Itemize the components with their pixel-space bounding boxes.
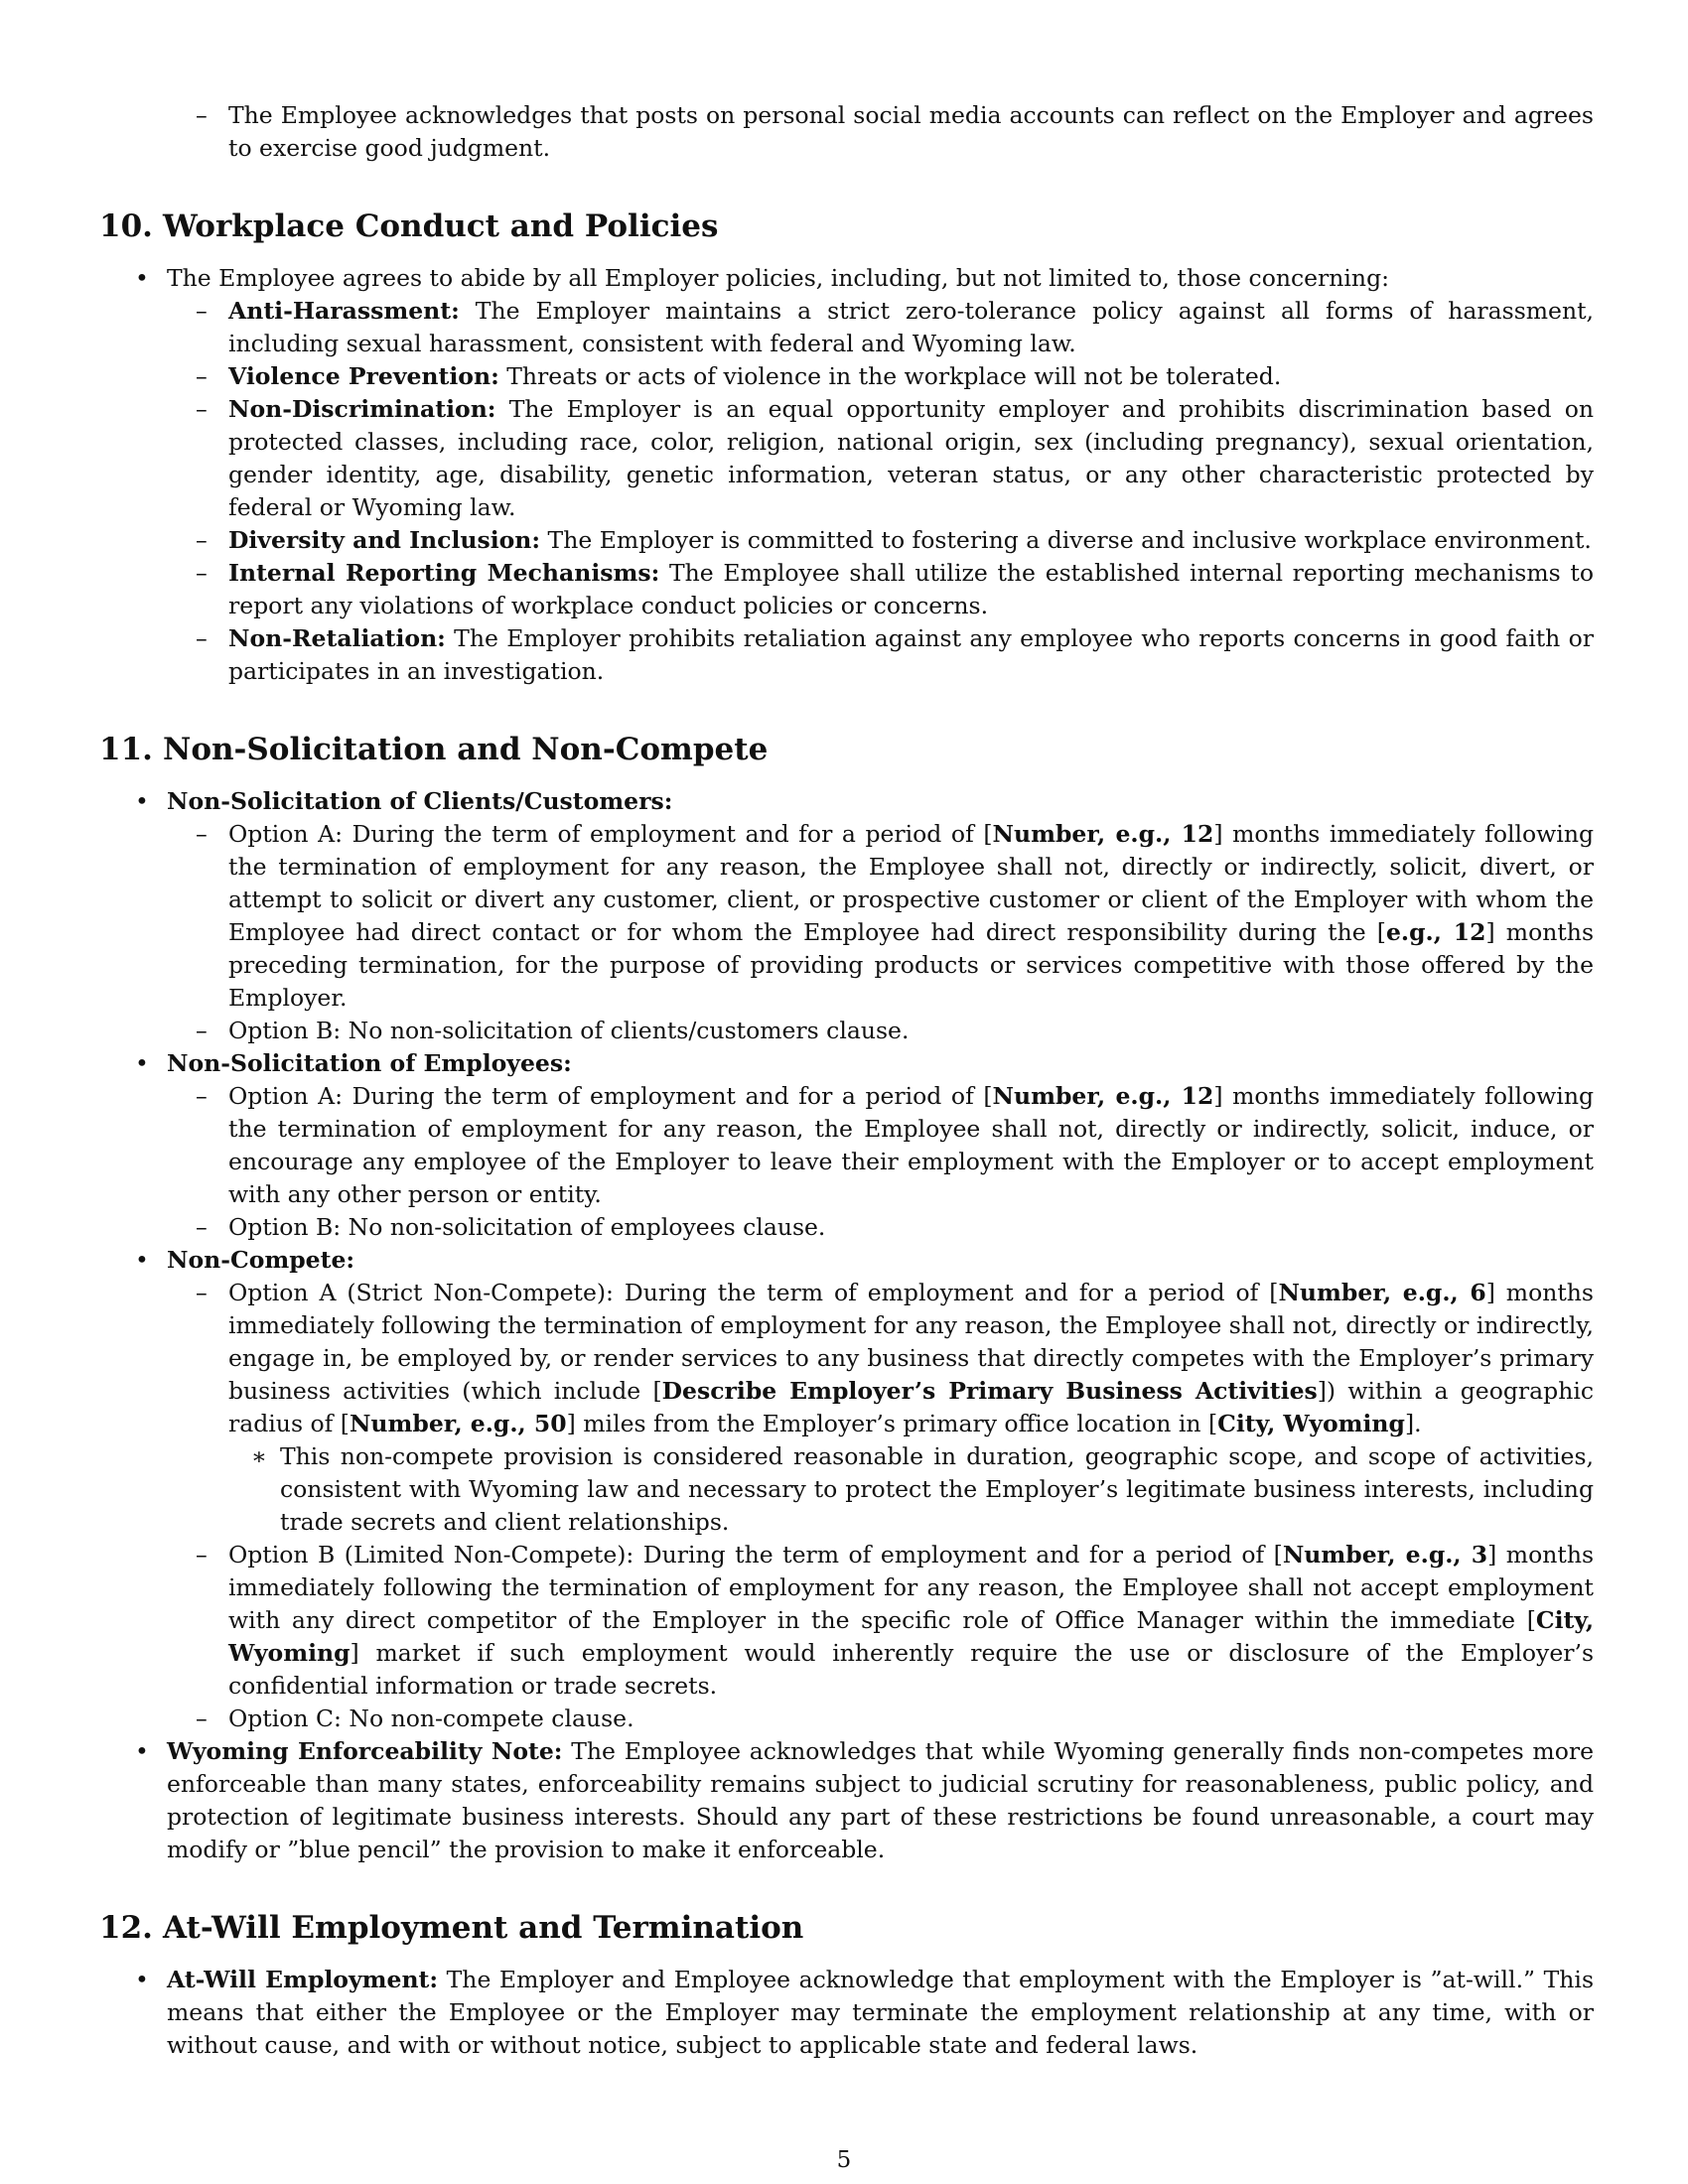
text-run: Option A: During the term of employment and for a period of [ (228, 820, 993, 848)
text-run: ] months immediately following the termination of employment for any reason, the Employee shall not, directly or indirectly, engage in, be employed by, or render services to any business that directly competes with the Employer’s primary business activities (which include [ (228, 1279, 1594, 1405)
section-title: Workplace Conduct and Policies (163, 208, 719, 244)
dash-marker: – (196, 1082, 208, 1110)
list-item (99, 1964, 1594, 2062)
text-run: ] months immediately following the termination of employment for any reason, the Employee shall not, directly or indirectly, solicit, divert, or attempt to solicit or divert any customer, client, or prospective customer or client of the Employer with whom the Employee had direct contact or for whom the Employee had direct responsibility during the [ (228, 820, 1594, 946)
text-run: This non-compete provision is considered reasonable in duration, geographic scope, and scope of activities, consistent with Wyoming law and necessary to protect the Employer’s legitimate business interests, including trade secrets and client relationships. (280, 1442, 1594, 1536)
bullet-marker: • (135, 1737, 149, 1765)
text-run: Option A: During the term of employment and for a period of [ (228, 1082, 993, 1110)
item-text: The Employee shall utilize the established internal reporting mechanisms to report any violations of workplace conduct policies or concerns. (228, 559, 1594, 619)
section-number: 12. (99, 1910, 153, 1946)
list-item (99, 1440, 1594, 1539)
text-run: ] months immediately following the termination of employment for any reason, the Employee shall not, directly or indirectly, solicit, induce, or encourage any employee of the Employer to leave their employment with the Employer or to accept employment with any other person or entity. (228, 1082, 1594, 1208)
section-number: 10. (99, 208, 153, 244)
list-item (99, 557, 1594, 622)
section-number: 11. (99, 732, 153, 767)
text-run: ] months immediately following the termination of employment for any reason, the Employee shall not accept employment with any direct competitor of the Employer in the specific role of Office Manager within the immediate [ (228, 1541, 1595, 1634)
list-item (99, 1015, 1594, 1047)
dash-marker: – (196, 1279, 208, 1306)
bullet-marker: • (135, 787, 149, 815)
text-run: Option A (Strict Non-Compete): During the term of employment and for a period of [ (228, 1279, 1279, 1306)
item-text: The Employer is committed to fostering a diverse and inclusive workplace environment. (540, 526, 1592, 554)
item-label: Diversity and Inclusion: (228, 526, 541, 554)
document-page (99, 99, 1594, 2062)
dash-marker: – (196, 362, 208, 390)
dash-marker: – (196, 820, 208, 848)
list-item (99, 1047, 1594, 1080)
dash-marker: – (196, 624, 208, 652)
placeholder-text: Describe Employer’s Primary Business Activities (661, 1377, 1318, 1405)
list-item (99, 295, 1594, 360)
item-text: The Employer and Employee acknowledge that employment with the Employer is ”at-will.” This means that either the Employee or the Employer may terminate the employment relationship at any time, with or without cause, and with or without notice, subject to applicable state and federal laws. (167, 1966, 1595, 2059)
carryover-text: The Employee acknowledges that posts on personal social media accounts can reflect on the Employer and agrees to exercise good judgment. (228, 101, 1594, 162)
section-heading-12 (99, 1908, 1594, 1948)
dash-marker: – (196, 1541, 208, 1569)
text-run: Option C: No non-compete clause. (228, 1705, 634, 1732)
section-title: Non-Solicitation and Non-Compete (163, 732, 769, 767)
text-run: ]) within a geographic radius of [ (228, 1377, 1595, 1437)
item-label: Non-Retaliation: (228, 624, 446, 652)
placeholder-text: City, Wyoming (1217, 1410, 1405, 1437)
list-item (99, 524, 1594, 557)
text-run: Option B (Limited Non-Compete): During the term of employment and for a period of [ (228, 1541, 1283, 1569)
item-text: The Employer prohibits retaliation against any employee who reports concerns in good faith or participates in an investigation. (228, 624, 1594, 685)
list-item (99, 1244, 1594, 1277)
text-run: Option B: No non-solicitation of employees clause. (228, 1213, 826, 1241)
item-label: Non-Solicitation of Clients/Customers: (167, 787, 673, 815)
placeholder-text: Number, e.g., 12 (992, 1082, 1214, 1110)
item-text: The Employee acknowledges that while Wyoming generally finds non-competes more enforceable than many states, enforceability remains subject to judicial scrutiny for reasonableness, public policy, and protection of legitimate business interests. Should any part of these restrictions be found unreasonable, a court may modify or ”blue pencil” the provision to make it enforceable. (167, 1737, 1594, 1863)
placeholder-text: Number, e.g., 6 (1278, 1279, 1486, 1306)
item-text: The Employer maintains a strict zero-tolerance policy against all forms of harassment, including sexual harassment, consistent with federal and Wyoming law. (228, 297, 1594, 357)
section-title: At-Will Employment and Termination (163, 1910, 804, 1946)
item-text: Threats or acts of violence in the workplace will not be tolerated. (498, 362, 1282, 390)
list-item (99, 1277, 1594, 1440)
placeholder-text: Number, e.g., 12 (992, 820, 1214, 848)
placeholder-text: e.g., 12 (1385, 918, 1486, 946)
item-text: The Employer is an equal opportunity employer and prohibits discrimination based on protected classes, including race, color, religion, national origin, sex (including pregnancy), sexual orientation, gender identity, age, disability, genetic information, veteran status, or any other characteristic protected by federal or Wyoming law. (228, 395, 1594, 521)
text-run: Option B: No non-solicitation of clients/customers clause. (228, 1017, 910, 1044)
asterisk-marker: ∗ (251, 1442, 267, 1470)
list-item (99, 1080, 1594, 1211)
item-label: Internal Reporting Mechanisms: (228, 559, 660, 587)
list-item (99, 622, 1594, 688)
bullet-marker: • (135, 1049, 149, 1077)
list-item (99, 1735, 1594, 1866)
dash-marker: – (196, 526, 208, 554)
item-label: Wyoming Enforceability Note: (167, 1737, 563, 1765)
bullet-marker: • (135, 1246, 149, 1274)
list-item (99, 1211, 1594, 1244)
item-label: Anti-Harassment: (228, 297, 460, 325)
text-run: ] months preceding termination, for the purpose of providing products or services competitive with those offered by the Employer. (228, 918, 1594, 1012)
placeholder-text: City, Wyoming (228, 1606, 1594, 1667)
list-item (99, 818, 1594, 1015)
list-item (99, 785, 1594, 818)
text-run: ] miles from the Employer’s primary office location in [ (566, 1410, 1218, 1437)
item-label: Violence Prevention: (228, 362, 499, 390)
bullet-marker: • (135, 264, 149, 292)
dash-marker: – (196, 1017, 208, 1044)
item-label: Non-Solicitation of Employees: (167, 1049, 572, 1077)
dash-marker: – (196, 1213, 208, 1241)
text-run: ]. (1404, 1410, 1422, 1437)
item-label: At-Will Employment: (167, 1966, 439, 1993)
list-item (99, 360, 1594, 393)
list-item (99, 99, 1594, 165)
dash-marker: – (196, 101, 208, 129)
item-label: Non-Discrimination: (228, 395, 496, 423)
item-label: Non-Compete: (167, 1246, 355, 1274)
dash-marker: – (196, 395, 208, 423)
section10-intro: The Employee agrees to abide by all Employer policies, including, but not limited to, those concerning: (167, 264, 1390, 292)
list-item (99, 393, 1594, 524)
text-run: ] market if such employment would inherently require the use or disclosure of the Employer’s confidential information or trade secrets. (228, 1639, 1594, 1700)
placeholder-text: Number, e.g., 3 (1282, 1541, 1488, 1569)
placeholder-text: Number, e.g., 50 (349, 1410, 567, 1437)
list-item (99, 1703, 1594, 1735)
dash-marker: – (196, 1705, 208, 1732)
page-number: 5 (836, 2147, 852, 2173)
list-item (99, 1539, 1594, 1703)
bullet-marker: • (135, 1966, 149, 1993)
section-heading-11 (99, 730, 1594, 769)
list-item (99, 262, 1594, 295)
dash-marker: – (196, 297, 208, 325)
dash-marker: – (196, 559, 208, 587)
section-heading-10 (99, 206, 1594, 246)
